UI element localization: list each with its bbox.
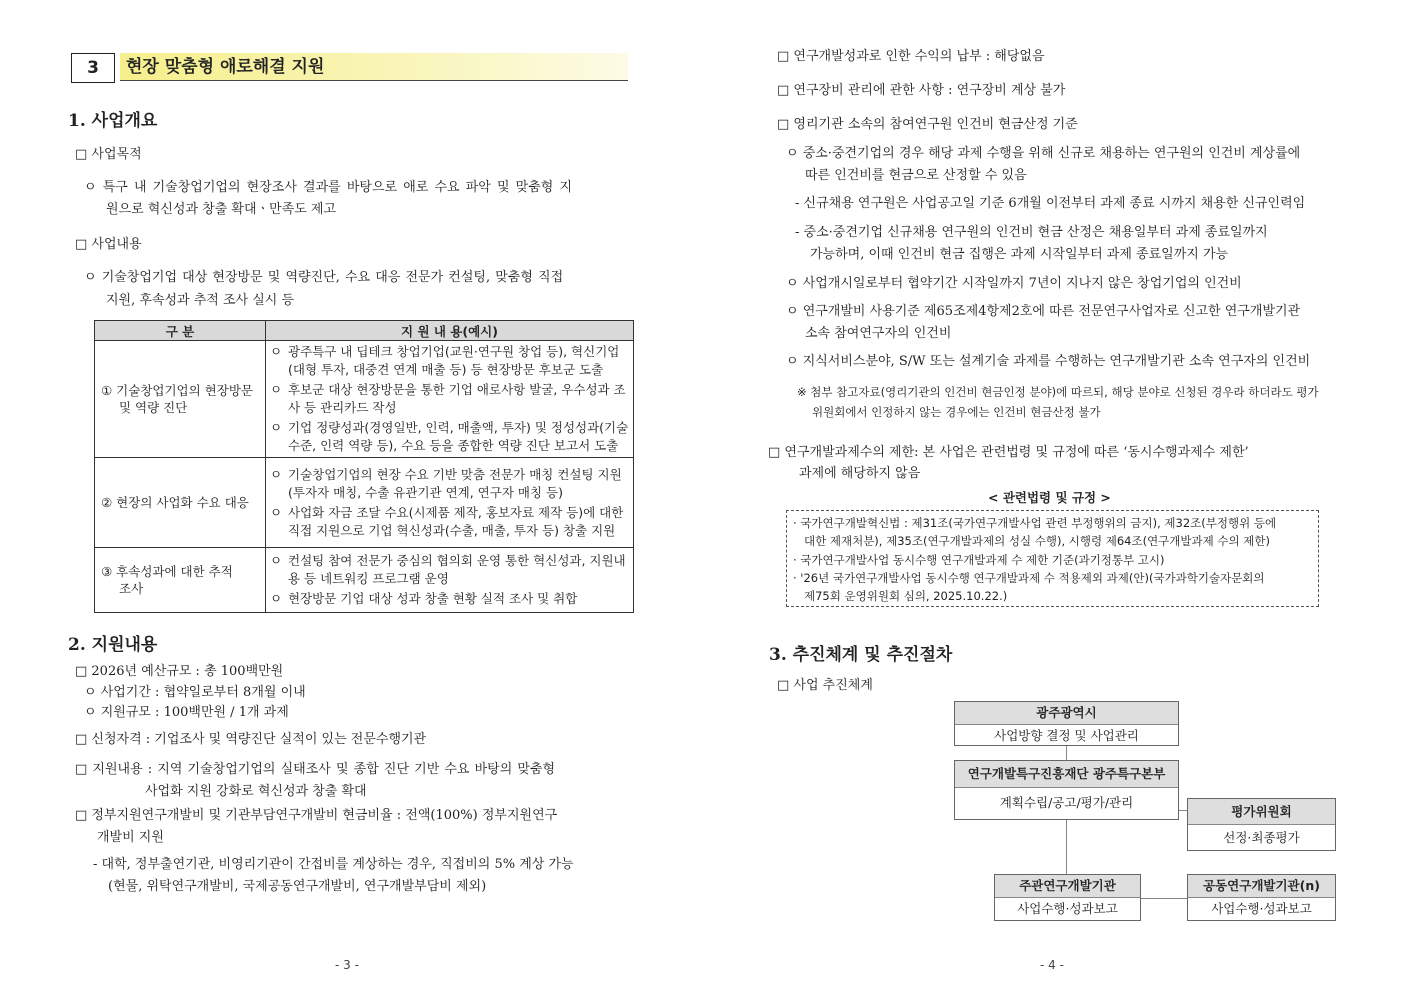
table-cell-content (266, 458, 634, 548)
ratio-line-1: □ 정부지원연구개발비 및 기관부담연구개발비 현금비율 : 전액(100%) 정부지원연구 (75, 808, 558, 823)
law-line-1: · 국가연구개발혁신법 : 제31조(국가연구개발사업 관련 부정행위의 금지), 제32조(부정행위 등에 (793, 516, 1277, 530)
bullet-mark: ㅇ (270, 504, 283, 520)
org-box-committee (1187, 798, 1336, 851)
law-line-3: · 국가연구개발사업 동시수행 연구개발과제 수 제한 기준(과기정통부 고시) (793, 553, 1165, 567)
specialist-line-2: 소속 참여연구자의 인건비 (805, 326, 952, 341)
table-header-row (95, 321, 634, 341)
budget-line: □ 2026년 예산규모 : 총 100백만원 (75, 664, 284, 679)
bullet-text: 기업 정량성과(경영일반, 인력, 매출액, 투자) 및 정성성과(기술수준, 인력 역량 등), 수요 등을 종합한 역량 진단 보고서 도출 (288, 420, 629, 453)
indirect-line-1: - 대학, 정부출연기관, 비영리기관이 간접비를 계상하는 경우, 직접비의 5% 계상 가능 (93, 857, 574, 872)
left-page (0, 0, 700, 992)
category-line: ② 현장의 사업화 수요 대응 (101, 495, 249, 510)
bullet-mark: ㅇ (270, 466, 283, 482)
purpose-label: □ 사업목적 (75, 147, 142, 162)
bullet-mark: ㅇ (270, 344, 283, 359)
org-box-lead (994, 874, 1141, 921)
category-line: ③ 후속성과에 대한 추적 (101, 564, 233, 579)
list-item (270, 381, 629, 417)
page-number: - 4 - (1040, 958, 1064, 972)
limit-line-1: □ 연구개발과제수의 제한: 본 사업은 관련법령 및 규정에 따른 ‘동시수행과제수 제한’ (768, 445, 1249, 460)
law-line-4: · '26년 국가연구개발사업 동시수행 연구개발과제 수 적용제외 과제(안)(국가과학기술자문회의 (793, 571, 1265, 585)
sme-line-2: 따른 인건비를 현금으로 산정할 수 있음 (805, 168, 1027, 183)
bullet-text: 광주특구 내 딥테크 창업기업(교원·연구원 창업 등), 혁신기업 (대형 투자, 대중견 연계 매출 등) 등 현장방문 후보군 도출 (288, 344, 620, 377)
content-line-2: 지원, 후속성과 추적 조사 실시 등 (106, 293, 295, 308)
org-title: 공동연구개발기관(n) (1188, 875, 1335, 898)
list-item (270, 590, 629, 608)
period-line: ㅇ 사업기간 : 협약일로부터 8개월 이내 (84, 685, 306, 700)
heading-system: 3. 추진체계 및 추진절차 (769, 645, 953, 665)
eligibility-line: □ 신청자격 : 기업조사 및 역량진단 실적이 있는 전문수행기관 (75, 732, 427, 747)
list-item (270, 343, 629, 379)
org-title: 연구개발특구진흥재단 광주특구본부 (955, 761, 1178, 788)
org-title: 주관연구개발기관 (995, 875, 1140, 898)
bullet-text: 후보군 대상 현장방문을 통한 기업 애로사항 발굴, 우수성과 조사 등 관리카드 작성 (288, 382, 626, 415)
org-box-foundation (954, 760, 1179, 820)
specialist-line-1: ㅇ 연구개발비 사용기준 제65조제4항제2호에 따른 전문연구사업자로 신고한 연구개발기관 (786, 304, 1301, 319)
connector-line (1066, 746, 1067, 760)
list-item (270, 504, 629, 540)
sme-line-1: ㅇ 중소·중견기업의 경우 해당 과제 수행을 위해 신규로 채용하는 연구원의 인건비 계상률에 (786, 146, 1301, 161)
org-box-joint (1187, 874, 1336, 921)
bullet-text: 현장방문 기업 대상 성과 창출 현황 실적 조사 및 취합 (288, 591, 578, 606)
table-cell-category (95, 548, 266, 613)
org-title: 평가위원회 (1188, 799, 1335, 825)
bullet-text: 사업화 자금 조달 수요(시제품 제작, 홍보자료 제작 등)에 대한 직접 지원으로 기업 혁신성과(수출, 매출, 투자 등) 창출 지원 (288, 504, 624, 538)
category-line: 조사 (119, 581, 144, 596)
support-table (94, 320, 634, 613)
connector-line (1141, 898, 1187, 899)
table-row (95, 341, 634, 458)
support-line-2: 사업화 지원 강화로 혁신성과 창출 확대 (145, 784, 367, 799)
bullet-text: 기술창업기업의 현장 수요 기반 맞춤 전문가 매칭 컨설팅 지원 (투자자 매칭, 수출 유관기관 연계, 연구자 매칭 등) (288, 466, 622, 500)
bullet-mark: ㅇ (270, 591, 283, 606)
law-title: < 관련법령 및 규정 > (988, 490, 1111, 505)
ratio-line-2: 개발비 지원 (97, 830, 164, 845)
startup-line: ㅇ 사업개시일로부터 협약기간 시작일까지 7년이 지나지 않은 창업기업의 인건비 (786, 276, 1242, 291)
bullet-text: 컨설팅 참여 전문가 중심의 협의회 운영 통한 혁신성과, 지원내용 등 네트워킹 프로그램 운영 (288, 553, 626, 586)
note-line-1: ※ 첨부 참고자료(영리기관의 인건비 현금인정 분야)에 따르되, 해당 분야로 신청된 경우라 하더라도 평가 (797, 385, 1319, 399)
bullet-mark: ㅇ (270, 382, 283, 397)
law-box (786, 510, 1319, 607)
indirect-line-2: (현물, 위탁연구개발비, 국제공동연구개발비, 연구개발부담비 제외) (108, 879, 487, 894)
bullet-mark: ㅇ (270, 553, 283, 568)
org-role: 계획수립/공고/평가/관리 (999, 795, 1134, 810)
section-number: 3 (71, 53, 115, 83)
heading-overview: 1. 사업개요 (68, 111, 158, 131)
sme-cash-line-1: - 중소·중견기업 신규채용 연구원의 인건비 현금 산정은 채용일부터 과제 종료일까지 (795, 225, 1268, 240)
sw-line: ㅇ 지식서비스분야, S/W 또는 설계기술 과제를 수행하는 연구개발기관 소속 연구자의 인건비 (786, 354, 1311, 369)
table-row (95, 548, 634, 613)
table-cell-category (95, 341, 266, 458)
table-header-content: 지 원 내 용(예시) (266, 321, 634, 341)
list-item (270, 466, 629, 502)
org-role: 사업방향 결정 및 사업관리 (994, 728, 1139, 743)
connector-line (1178, 810, 1187, 811)
support-line-1: □ 지원내용 : 지역 기술창업기업의 실태조사 및 종합 진단 기반 수요 바탕의 맞춤형 (75, 762, 556, 777)
org-box-city (954, 701, 1179, 746)
list-item (270, 419, 629, 455)
category-line: ① 기술창업기업의 현장방문 (101, 383, 253, 398)
org-role: 사업수행·성과보고 (1017, 901, 1118, 916)
bullet-mark: ㅇ (270, 420, 283, 435)
category-line: 및 역량 진단 (119, 400, 188, 415)
limit-line-2: 과제에 해당하지 않음 (799, 466, 921, 481)
list-item (270, 552, 629, 588)
section-title: 현장 맞춤형 애로해결 지원 (120, 53, 628, 81)
equipment-line: □ 연구장비 관리에 관한 사항 : 연구장비 계상 불가 (777, 83, 1066, 98)
page-number: - 3 - (335, 958, 359, 972)
org-role: 선정·최종평가 (1223, 830, 1300, 845)
note-line-2: 위원회에서 인정하지 않는 경우에는 인건비 현금산정 불가 (812, 405, 1101, 419)
table-header-category: 구 분 (95, 321, 266, 341)
table-cell-category (95, 458, 266, 548)
content-line-1: ㅇ 기술창업기업 대상 현장방문 및 역량진단, 수요 대응 전문가 컨설팅, 맞춤형 직접 (84, 270, 564, 285)
table-cell-content (266, 548, 634, 613)
sme-cash-line-2: 가능하며, 이때 인건비 현금 집행은 과제 시작일부터 과제 종료일까지 가능 (810, 247, 1229, 262)
table-row (95, 458, 634, 548)
tech-fee-line: □ 연구개발성과로 인한 수익의 납부 : 해당없음 (777, 49, 1045, 64)
purpose-line-2: 원으로 혁신성과 창출 확대ㆍ만족도 제고 (106, 202, 337, 217)
law-line-5: 제75회 운영위원회 심의, 2025.10.22.) (804, 589, 1008, 603)
org-title: 광주광역시 (955, 702, 1178, 725)
connector-line (1066, 820, 1067, 874)
system-label: □ 사업 추진체계 (777, 678, 873, 693)
scale-line: ㅇ 지원규모 : 100백만원 / 1개 과제 (84, 705, 289, 720)
table-cell-content (266, 341, 634, 458)
content-label: □ 사업내용 (75, 237, 142, 252)
purpose-line-1: ㅇ 특구 내 기술창업기업의 현장조사 결과를 바탕으로 애로 수요 파악 및 맞춤형 지 (84, 180, 573, 195)
org-role: 사업수행·성과보고 (1211, 901, 1312, 916)
new-hire-line: - 신규채용 연구원은 사업공고일 기준 6개월 이전부터 과제 종료 시까지 채용한 신규인력임 (795, 196, 1306, 211)
personnel-title: □ 영리기관 소속의 참여연구원 인건비 현금산정 기준 (777, 117, 1078, 132)
heading-support: 2. 지원내용 (68, 635, 158, 655)
law-line-2: 대한 제재처분), 제35조(연구개발과제의 성실 수행), 시행령 제64조(연구개발과제 수의 제한) (804, 534, 1270, 548)
